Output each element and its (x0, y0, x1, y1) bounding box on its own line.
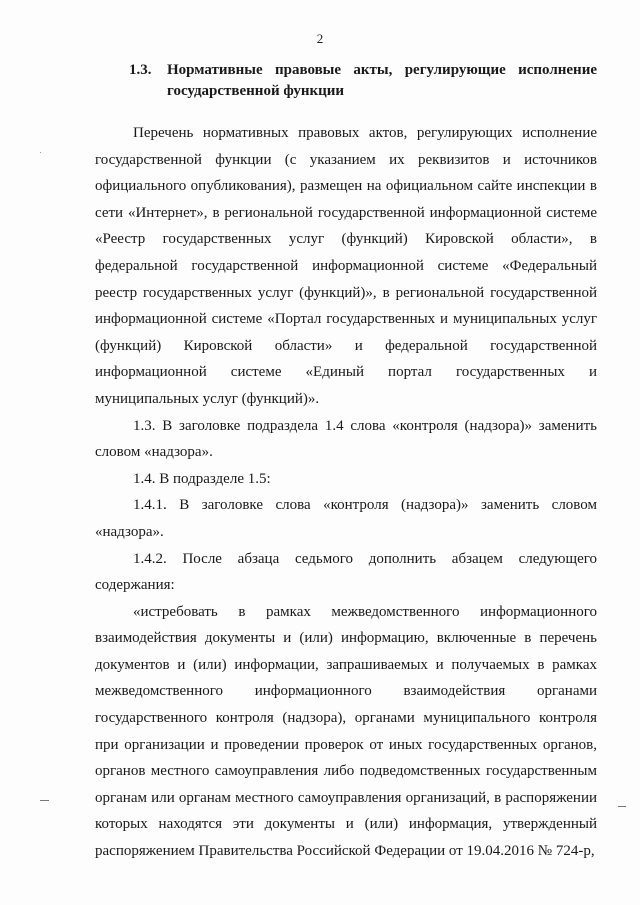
left-margin-dot (40, 152, 41, 153)
paragraph-quoted-addition: «истребовать в рамках межведомственного информационного взаимодействия документы и (или) информацию, включенные в перечень документов и (или) информации, запрашиваемых и получаемых в рамках межведомственного информационного взаимодействия органами государственного контроля (надзора), органами муниципального контроля при организации и проведении проверок от иных государственных органов, органов местного самоуправления либо подведомственных государственным органам или органам местного самоуправления организаций, в распоряжении которых находятся эти документы и (или) информация, утвержденный распоряжением Правительства Российской Федерации от 19.04.2016 № 724-р, (95, 603, 597, 860)
left-margin-mark (40, 800, 49, 801)
paragraph-item-1-3: 1.3. В заголовке подраздела 1.4 слова «контроля (надзора)» заменить словом «надзора». (95, 417, 597, 461)
section-heading (95, 60, 597, 102)
paragraph-regulatory-acts-list: Перечень нормативных правовых актов, регулирующих исполнение государственной функции (с указанием их реквизитов и источников официального опубликования), размещен на официальном сайте инспекции в сети «Интернет», в региональной государственной информационной системе «Реестр государственных услуг (функций) Кировской области», в федеральной государственной информационной системе «Федеральный реестр государственных услуг (функций)», в региональной государственной информационной системе «Портал государственных и муниципальных услуг (функций) Кировской области» и федеральной государственной информационной системе «Единый портал государственных и муниципальных услуг (функций)». (95, 125, 597, 407)
paragraph-item-1-4-1: 1.4.1. В заголовке слова «контроля (надзора)» заменить словом «надзора». (95, 497, 597, 540)
paragraph-item-1-4: 1.4. В подразделе 1.5: (133, 470, 271, 487)
right-margin-mark (618, 806, 626, 807)
page-number: 2 (316, 31, 324, 46)
paragraph-item-1-4-2: 1.4.2. После абзаца седьмого дополнить абзацем следующего содержания: (95, 550, 597, 594)
section-heading-number: 1.3. (129, 62, 152, 78)
document-body (95, 60, 597, 865)
section-heading-text: Нормативные правовые акты, регулирующие исполнение государственной функции (167, 62, 597, 99)
